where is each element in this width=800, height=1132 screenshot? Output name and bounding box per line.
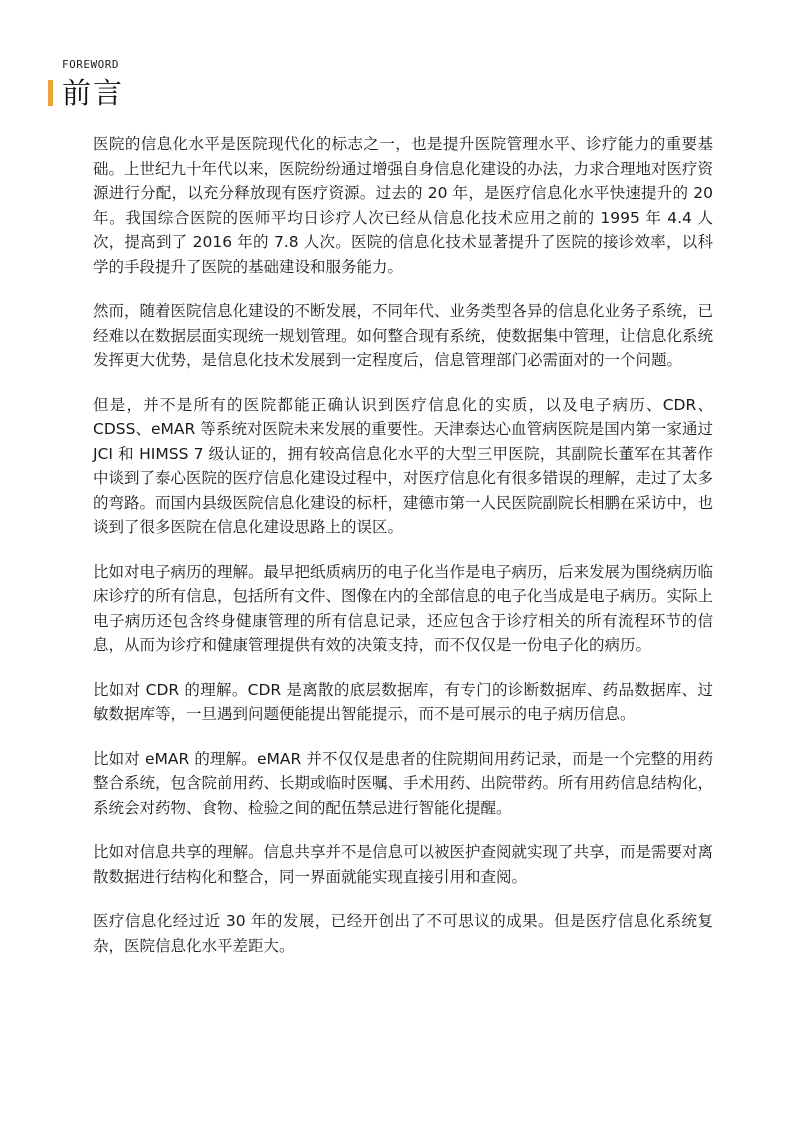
paragraph-2: 然而，随着医院信息化建设的不断发展，不同年代、业务类型各异的信息化业务子系统，已经难以在数据层面实现统一规划管理。如何整合现有系统，使数据集中管理，让信息化系统发挥更大优势，是信息化技术发展到一定程度后，信息管理部门必需面对的一个问题。 [93, 302, 714, 369]
page-title: 前言 [62, 76, 125, 110]
paragraph-3: 但是，并不是所有的医院都能正确认识到医疗信息化的实质，以及电子病历、CDR、CDSS、eMAR 等系统对医院未来发展的重要性。天津泰达心血管病医院是国内第一家通过 JCI 和 HIMSS 7 级认证的，拥有较高信息化水平的大型三甲医院，其副院长董军在其著作中谈到了泰心医院的医疗信息化建设过程中，对医疗信息化有很多错误的理解，走过了太多的弯路。而国内县级医院信息化建设的标杆，建德市第一人民医院副院长相鹏在采访中，也谈到了很多医院在信息化建设思路上的误区。 [93, 395, 714, 536]
paragraph-1: 医院的信息化水平是医院现代化的标志之一，也是提升医院管理水平、诊疗能力的重要基础。上世纪九十年代以来，医院纷纷通过增强自身信息化建设的办法，力求合理地对医疗资源进行分配，以充分释放现有医疗资源。过去的 20 年，是医疗信息化水平快速提升的 20 年。我国综合医院的医师平均日诊疗人次已经从信息化技术应用之前的 1995 年 4.4 人次，提高到了 2016 年的 7.8 人次。医院的信息化技术显著提升了医院的接诊效率，以科学的手段提升了医院的基础建设和服务能力。 [93, 135, 714, 276]
section-eyebrow: FOREWORD [62, 58, 119, 71]
paragraph-5: 比如对 CDR 的理解。CDR 是离散的底层数据库，有专门的诊断数据库、药品数据库、过敏数据库等，一旦遇到问题便能提出智能提示，而不是可展示的电子病历信息。 [93, 680, 713, 723]
paragraph-6: 比如对 eMAR 的理解。eMAR 并不仅仅是患者的住院期间用药记录，而是一个完整的用药整合系统，包含院前用药、长期或临时医嘱、手术用药、出院带药。所有用药信息结构化，系统会对药物、食物、检验之间的配伍禁忌进行智能化提醒。 [93, 749, 714, 817]
paragraph-8: 医疗信息化经过近 30 年的发展，已经开创出了不可思议的成果。但是医疗信息化系统复杂，医院信息化水平差距大。 [93, 912, 713, 955]
page-header [62, 58, 124, 110]
title-row [48, 76, 124, 110]
paragraph-7: 比如对信息共享的理解。信息共享并不是信息可以被医护查阅就实现了共享，而是需要对离散数据进行结构化和整合，同一界面就能实现直接引用和查阅。 [93, 843, 714, 886]
body-text [93, 132, 713, 978]
accent-bar [48, 80, 53, 106]
paragraph-4: 比如对电子病历的理解。最早把纸质病历的电子化当作是电子病历，后来发展为围绕病历临床诊疗的所有信息，包括所有文件、图像在内的全部信息的电子化当成是电子病历。实际上电子病历还包含终身健康管理的所有信息记录，还应包含于诊疗相关的所有流程环节的信息，从而为诊疗和健康管理提供有效的决策支持，而不仅仅是一份电子化的病历。 [93, 562, 714, 654]
